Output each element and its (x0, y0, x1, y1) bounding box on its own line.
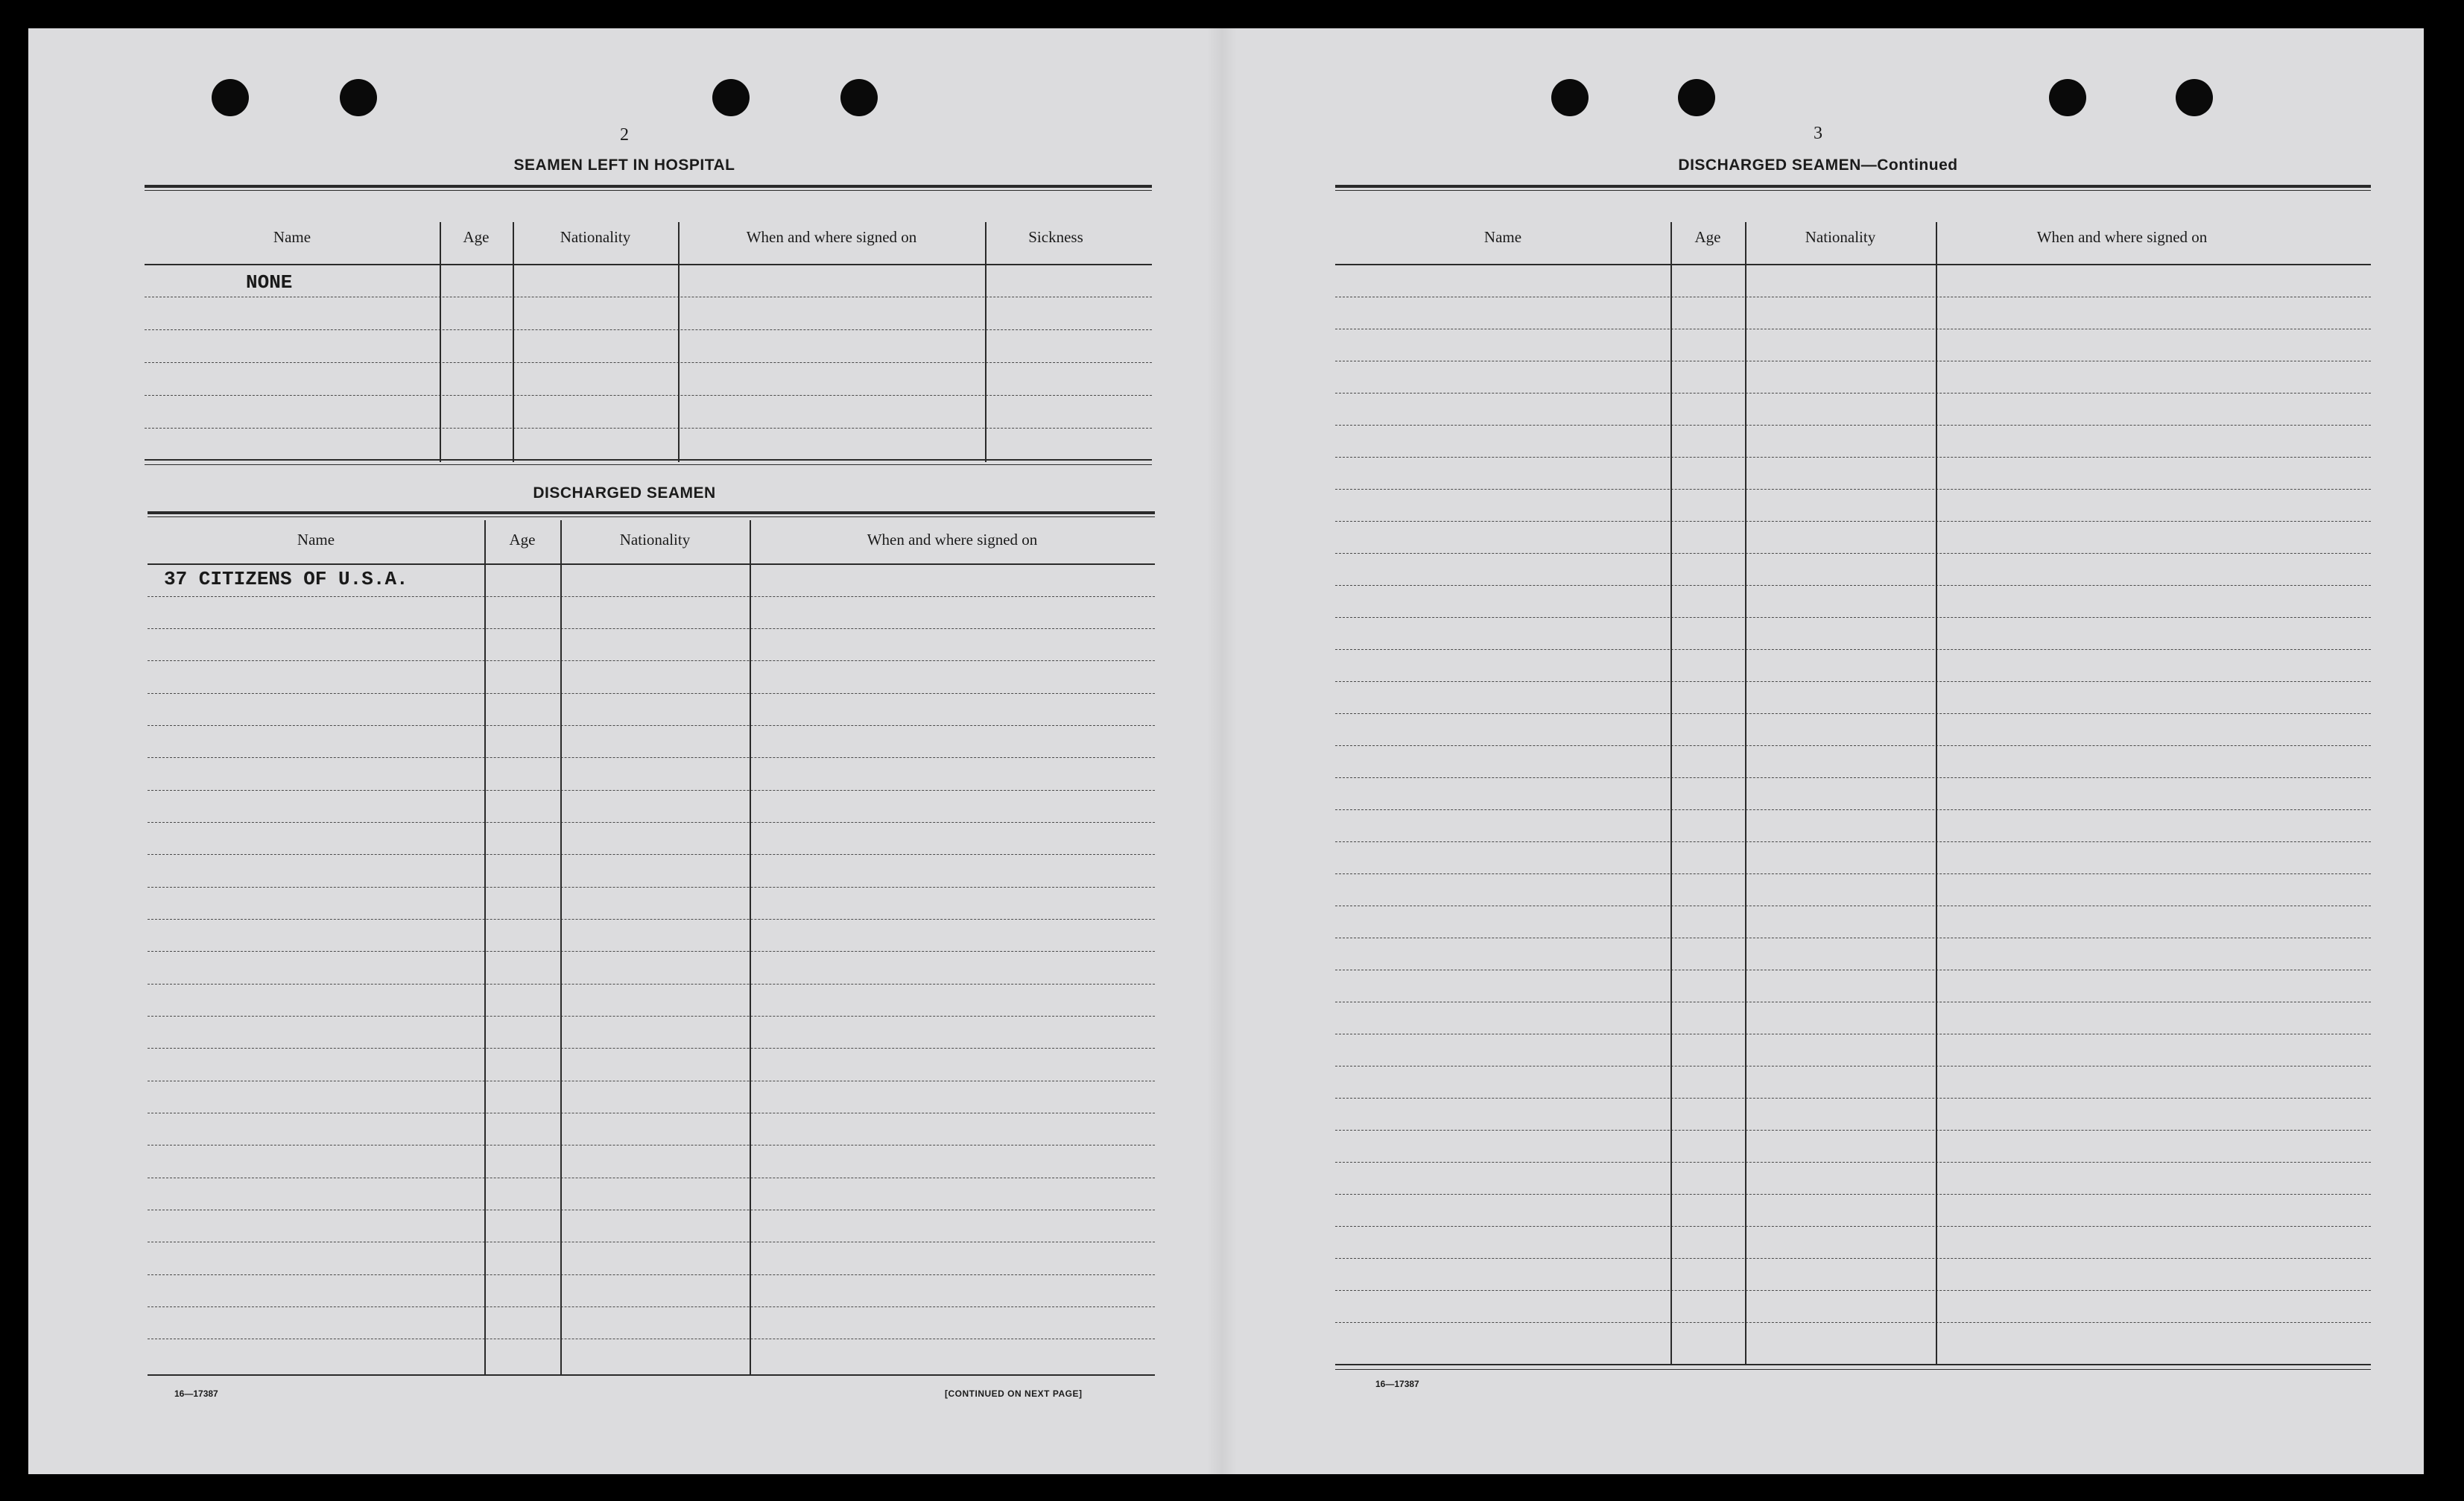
discharged-continued-title: DISCHARGED SEAMEN—Continued (1678, 157, 1958, 174)
col-header-sickness: Sickness (1028, 228, 1083, 246)
col-header-age: Age (509, 531, 536, 549)
hospital-entry: NONE (246, 271, 293, 294)
right-page (1228, 28, 2420, 1474)
discharged-continued-table (1335, 185, 2371, 1347)
discharged-entry: 37 CITIZENS OF U.S.A. (164, 568, 408, 590)
col-header-signed-on: When and where signed on (2036, 228, 2208, 246)
col-header-name: Name (1483, 228, 1522, 246)
hospital-table (145, 185, 1152, 468)
discharged-table (148, 511, 1155, 1391)
form-number: 16—17387 (1375, 1379, 1419, 1389)
col-header-signed-on: When and where signed on (746, 228, 917, 246)
col-header-name: Name (297, 531, 335, 549)
continued-note: [CONTINUED ON NEXT PAGE] (945, 1388, 1083, 1399)
page-number: 2 (620, 125, 629, 145)
left-page (28, 28, 1220, 1474)
col-header-name: Name (273, 228, 311, 246)
document-sheet (28, 28, 2424, 1474)
discharged-section-title: DISCHARGED SEAMEN (533, 484, 716, 502)
page-number: 3 (1814, 124, 1822, 143)
col-header-age: Age (463, 228, 490, 246)
col-header-age: Age (1694, 228, 1721, 246)
col-header-signed-on: When and where signed on (867, 531, 1038, 549)
col-header-nationality: Nationality (619, 531, 691, 549)
col-header-nationality: Nationality (1805, 228, 1876, 246)
form-number: 16—17387 (174, 1388, 218, 1399)
col-header-nationality: Nationality (560, 228, 631, 246)
hospital-section-title: SEAMEN LEFT IN HOSPITAL (513, 157, 735, 174)
